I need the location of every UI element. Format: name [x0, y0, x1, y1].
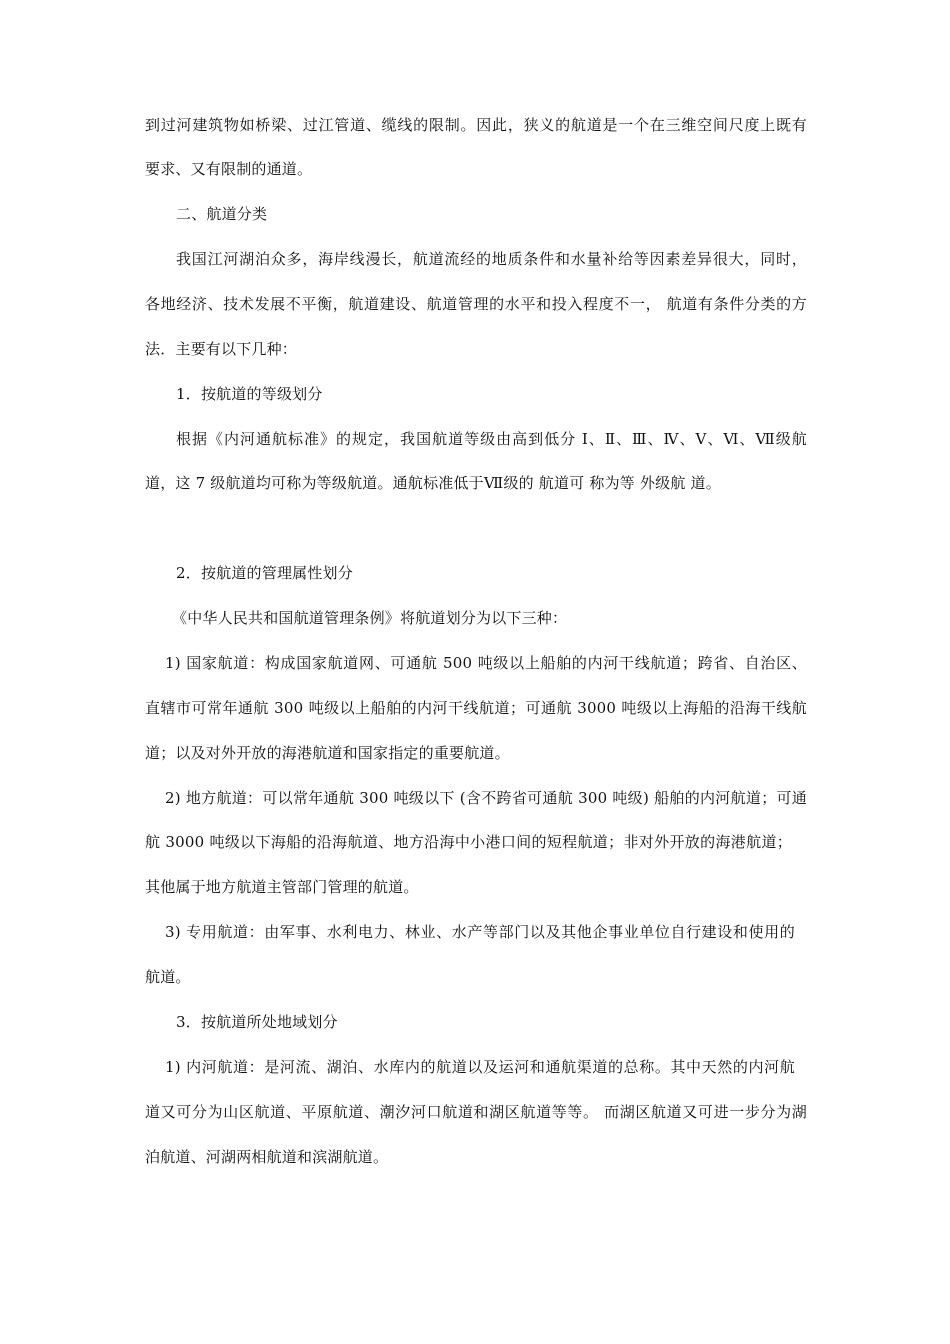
- list-item-line: 3) 专用航道：由军事、水利电力、林业、水产等部门以及其他企事业单位自行建设和使用的: [165, 923, 795, 941]
- paragraph-line: 要求、又有限制的通道。: [145, 160, 313, 178]
- paragraph-line: 到过河建筑物如桥梁、过江管道、缆线的限制。因此，狭义的航道是一个在三维空间尺度上既有: [145, 116, 807, 134]
- paragraph-line: 我国江河湖泊众多，海岸线漫长，航道流经的地质条件和水量补给等因素差异很大，同时，: [176, 250, 807, 268]
- paragraph-line: 其他属于地方航道主管部门管理的航道。: [145, 878, 419, 896]
- list-item-line: 1) 内河航道：是河流、湖泊、水库内的航道以及运河和通航渠道的总称。其中天然的内河航: [165, 1058, 795, 1076]
- paragraph-line: 法．主要有以下几种：: [145, 340, 298, 358]
- subsection-heading: 2．按航道的管理属性划分: [176, 564, 353, 582]
- paragraph-line: 直辖市可常年通航 300 吨级以上船舶的内河干线航道；可通航 3000 吨级以上海船的沿海干线航: [145, 699, 807, 717]
- paragraph-line: 《中华人民共和国航道管理条例》将航道划分为以下三种：: [172, 609, 568, 627]
- subsection-heading: 1．按航道的等级划分: [176, 385, 323, 403]
- section-heading: 二、航道分类: [176, 205, 268, 223]
- paragraph-line: 各地经济、技术发展不平衡，航道建设、航道管理的水平和投入程度不一， 航道有条件分类的方: [145, 295, 807, 313]
- paragraph-line: 泊航道、河湖两相航道和滨湖航道。: [145, 1148, 389, 1166]
- paragraph-line: 道又可分为山区航道、平原航道、潮汐河口航道和湖区航道等等。 而湖区航道又可进一步分为湖: [145, 1103, 807, 1121]
- paragraph-line: 航 3000 吨级以下海船的沿海航道、地方沿海中小港口间的短程航道；非对外开放的海港航道；: [145, 833, 792, 851]
- subsection-heading: 3．按航道所处地域划分: [176, 1013, 338, 1031]
- paragraph-line: 道，这 7 级航道均可称为等级航道。通航标准低于Ⅶ级的 航道可 称为等 外级航 道。: [145, 474, 721, 492]
- paragraph-line: 航道。: [145, 968, 191, 986]
- paragraph-line: 根据《内河通航标准》的规定，我国航道等级由高到低分 Ⅰ、Ⅱ、Ⅲ、Ⅳ、Ⅴ、Ⅵ、Ⅶ级航: [176, 430, 807, 448]
- list-item-line: 1) 国家航道：构成国家航道网、可通航 500 吨级以上船舶的内河干线航道；跨省、自治区、: [165, 654, 807, 672]
- list-item-line: 2) 地方航道：可以常年通航 300 吨级以下 (含不跨省可通航 300 吨级) 船舶的内河航道；可通: [165, 789, 807, 807]
- paragraph-line: 道；以及对外开放的海港航道和国家指定的重要航道。: [145, 744, 510, 762]
